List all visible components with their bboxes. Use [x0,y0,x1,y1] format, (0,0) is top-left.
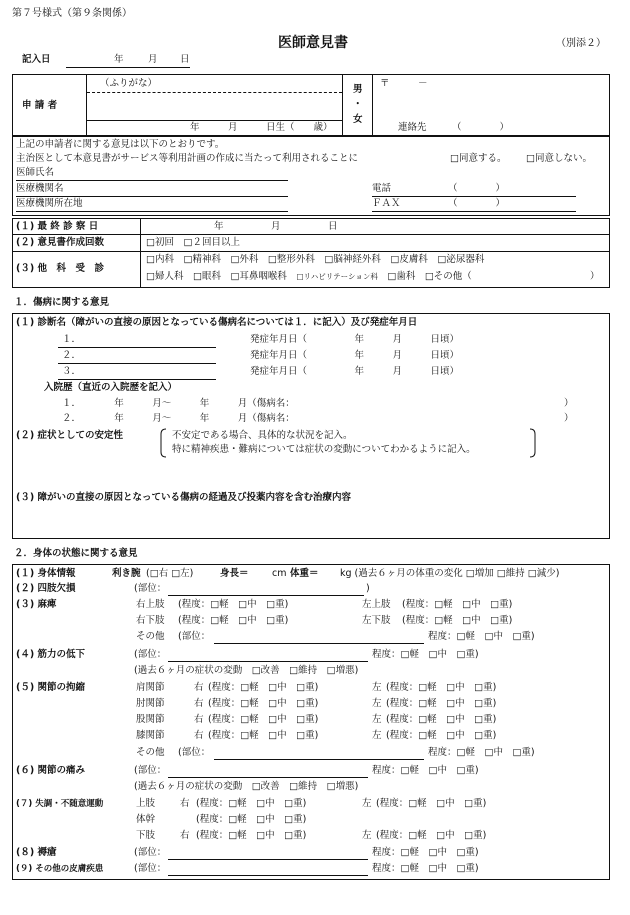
diagnosis-item-3: ３． [62,366,82,377]
joint-knee-right: 右 [194,730,204,741]
applicant-label: 申 請 者 [22,100,58,111]
joint-knee-left: 左 [372,730,382,741]
entry-month: 月 [148,54,158,65]
ataxia-lower: 下肢 [136,830,156,841]
other-dept-close: ） [590,271,600,282]
joint-other-line[interactable] [214,759,424,760]
diagnosis-label: (１) 診断名（障がいの直接の原因となっている傷病名については１．に記入）及び発症年月日 [16,317,418,328]
joint-shoulder-right: 右 [194,682,204,693]
other-dept-options-2[interactable]: □婦人科 □眼科 □耳鼻咽喉科 □リハビリテーション科 □歯科 □その他（ [146,271,472,282]
hospitalization-2[interactable]: ２． 年 月～ 年 月（傷病名： [62,413,295,424]
paralysis-l-lower-degree[interactable]: (程度：□軽 □中 □重) [402,615,513,626]
paralysis-other-degree[interactable]: 程度：□軽 □中 □重) [428,631,535,642]
joint-hip-left: 左 [372,714,382,725]
paralysis-r-upper-degree[interactable]: (程度：□軽 □中 □重) [178,599,289,610]
paralysis-l-upper-degree[interactable]: (程度：□軽 □中 □重) [402,599,513,610]
sex-female[interactable]: 女 [353,114,363,125]
body-info-label: (１) 身体情報 [16,568,76,579]
stability-note-1: 不安定である場合、具体的な状況を記入。 [172,430,353,441]
birth-date-field[interactable]: 年 月 日生（ 歳） [190,122,333,133]
limb-loss-line[interactable] [168,595,364,596]
report-count-options[interactable]: □初回 □２回目以上 [146,237,240,248]
fax-field[interactable]: （ ） [448,198,506,209]
phone-field[interactable]: （ ） [448,183,506,194]
ataxia-lower-left-degree[interactable]: (程度：□軽 □中 □重) [376,830,487,841]
attachment-label: （別添２） [556,38,606,49]
dominant-hand-label: 利き腕 [112,568,141,579]
weight-unit-change[interactable]: kg (過去６ヶ月の体重の変化 □増加 □維持 □減少) [340,568,560,579]
bedsore-label: (８) 褥瘡 [16,847,57,858]
diagnosis-line-1[interactable] [58,347,216,348]
other-dept-options-1[interactable]: □内科 □精神科 □外科 □整形外科 □脳神経外科 □皮膚科 □泌尿器科 [146,254,485,265]
joint-elbow-left-degree[interactable]: (程度：□軽 □中 □重) [386,698,497,709]
joint-other: その他 [136,747,165,758]
onset-3[interactable]: 発症年月日（ 年 月 日頃） [250,366,460,377]
weakness-change[interactable]: (過去６ヶ月の症状の変動 □改善 □維持 □増悪) [134,665,359,676]
treatment-course-label: (３) 障がいの直接の原因となっている傷病の経過及び投薬内容を含む治療内容 [16,492,351,503]
ataxia-lower-right: 右 [180,830,190,841]
height-unit: cm [272,568,287,579]
disagree-checkbox[interactable]: □同意しない。 [526,153,592,164]
onset-1[interactable]: 発症年月日（ 年 月 日頃） [250,334,460,345]
entry-date-label: 記入日 [22,54,51,65]
weakness-part: (部位： [134,649,167,660]
ataxia-upper-left-degree[interactable]: (程度：□軽 □中 □重) [376,798,487,809]
consent-statement: 主治医として本意見書がサービス等利用計画の作成に当たって利用されることに [16,153,359,164]
onset-2[interactable]: 発症年月日（ 年 月 日頃） [250,350,460,361]
joint-knee-right-degree[interactable]: (程度：□軽 □中 □重) [208,730,319,741]
doctor-name-line[interactable] [16,180,288,181]
joint-elbow-right: 右 [194,698,204,709]
page-title: 医師意見書 [278,35,348,51]
contracture-label: (５) 関節の拘縮 [16,682,85,693]
bedsore-line[interactable] [168,859,368,860]
joint-shoulder-left: 左 [372,682,382,693]
ataxia-upper-left: 左 [362,798,372,809]
skin-disease-part: (部位： [134,863,167,874]
form-number: 第７号様式（第９条関係） [12,8,132,19]
stability-note-2: 特に精神疾患・難病については症状の変動についてわかるように記入。 [172,444,476,455]
sex-separator: ・ [353,99,363,110]
ataxia-lower-left: 左 [362,830,372,841]
weakness-label: (４) 筋力の低下 [16,649,85,660]
joint-shoulder-right-degree[interactable]: (程度：□軽 □中 □重) [208,682,319,693]
paralysis-other-part: (部位： [178,631,211,642]
dominant-hand-options[interactable]: (□右 □左) [146,568,194,579]
diagnosis-item-1: １． [62,334,82,345]
bedsore-part: (部位： [134,847,167,858]
joint-pain-line[interactable] [168,777,368,778]
paralysis-r-upper: 右上肢 [136,599,165,610]
entry-day: 日 [180,54,190,65]
bedsore-degree[interactable]: 程度：□軽 □中 □重) [372,847,479,858]
joint-elbow: 肘関節 [136,698,165,709]
joint-knee-left-degree[interactable]: (程度：□軽 □中 □重) [386,730,497,741]
skin-disease-line[interactable] [168,875,368,876]
contact-field[interactable]: （ ） [452,122,510,133]
doctor-statement: 上記の申請者に関する意見は以下のとおりです。 [16,139,225,150]
ataxia-upper: 上肢 [136,798,156,809]
diagnosis-item-2: ２． [62,350,82,361]
contact-label: 連絡先 [398,122,427,133]
section2-heading: ２．身体の状態に関する意見 [14,548,138,559]
joint-knee: 膝関節 [136,730,165,741]
joint-other-part: (部位： [178,747,211,758]
joint-elbow-right-degree[interactable]: (程度：□軽 □中 □重) [208,698,319,709]
joint-pain-part: (部位： [134,765,167,776]
joint-shoulder: 肩関節 [136,682,165,693]
limb-loss-part: (部位： [134,583,167,594]
hospitalization-label: 入院歴（直近の入院歴を記入） [44,382,178,393]
last-exam-date[interactable]: 年 月 日 [214,221,338,232]
agree-checkbox[interactable]: □同意する。 [450,153,507,164]
joint-pain-degree[interactable]: 程度：□軽 □中 □重) [372,765,479,776]
diagnosis-line-3[interactable] [58,379,216,380]
skin-disease-label: (９) その他の皮膚疾患 [16,864,104,874]
doctor-name-label: 医師氏名 [16,167,55,178]
joint-hip-right-degree[interactable]: (程度：□軽 □中 □重) [208,714,319,725]
address-line[interactable] [16,211,288,212]
ataxia-upper-right: 右 [180,798,190,809]
ataxia-upper-right-degree[interactable]: (程度：□軽 □中 □重) [196,798,307,809]
diagnosis-line-2[interactable] [58,363,216,364]
ataxia-trunk-degree[interactable]: (程度：□軽 □中 □重) [196,814,307,825]
paralysis-l-lower: 左下肢 [362,615,391,626]
report-count-label: (２) 意見書作成回数 [16,237,104,248]
hospitalization-1[interactable]: １． 年 月～ 年 月（傷病名： [62,398,295,409]
address-label: 医療機関所在地 [16,198,83,209]
hospitalization-1-close: ） [564,398,574,409]
joint-shoulder-left-degree[interactable]: (程度：□軽 □中 □重) [386,682,497,693]
joint-hip-right: 右 [194,714,204,725]
paralysis-l-upper: 左上肢 [362,599,391,610]
other-dept-label: (３) 他 科 受 診 [16,263,104,274]
paralysis-other-line[interactable] [214,643,424,644]
institution-line[interactable] [16,196,288,197]
joint-pain-change[interactable]: (過去６ヶ月の症状の変動 □改善 □維持 □増悪) [134,781,359,792]
institution-label: 医療機関名 [16,183,64,194]
sex-male[interactable]: 男 [353,84,363,95]
section1-heading: １．傷病に関する意見 [14,297,110,308]
ataxia-trunk: 体幹 [136,814,156,825]
phone-label: 電話 [372,183,392,194]
height-label: 身長＝ [220,568,249,579]
joint-hip: 股関節 [136,714,165,725]
hospitalization-2-close: ） [564,413,574,424]
furigana-label: （ふりがな） [100,78,158,89]
joint-pain-label: (６) 関節の痛み [16,765,85,776]
weight-label: 体重＝ [290,568,319,579]
entry-year: 年 [114,54,124,65]
paralysis-r-lower: 右下肢 [136,615,165,626]
weakness-degree[interactable]: 程度：□軽 □中 □重) [372,649,479,660]
ataxia-label: (７) 失調・不随意運動 [16,799,104,809]
limb-loss-label: (２) 四肢欠損 [16,583,76,594]
postal-code-field[interactable]: 〒 － [380,78,428,89]
joint-hip-left-degree[interactable]: (程度：□軽 □中 □重) [386,714,497,725]
paralysis-label: (３) 麻痺 [16,599,57,610]
weakness-line[interactable] [168,661,368,662]
paralysis-r-lower-degree[interactable]: (程度：□軽 □中 □重) [178,615,289,626]
joint-elbow-left: 左 [372,698,382,709]
last-exam-label: (１) 最 終 診 察 日 [16,221,99,232]
joint-other-degree[interactable]: 程度：□軽 □中 □重) [428,747,535,758]
ataxia-lower-right-degree[interactable]: (程度：□軽 □中 □重) [196,830,307,841]
skin-disease-degree[interactable]: 程度：□軽 □中 □重) [372,863,479,874]
entry-date-line[interactable] [66,67,190,68]
paralysis-other: その他 [136,631,165,642]
furigana-line [87,92,342,93]
stability-label: (２) 症状としての安定性 [16,430,123,441]
limb-loss-close: ) [366,583,370,594]
fax-label: ＦＡＸ [372,198,401,209]
